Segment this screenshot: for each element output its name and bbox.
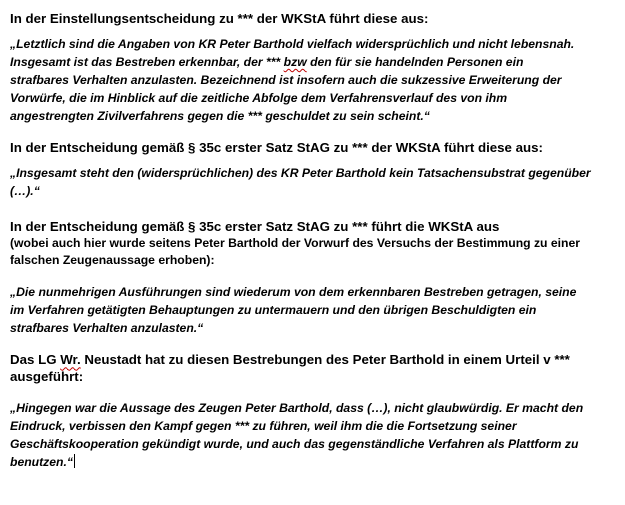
section-4-heading: Das LG Wr. Neustadt hat zu diesen Bestrebungen des Peter Barthold in einem Urteil v *** ausgeführt: bbox=[10, 352, 570, 385]
section-3-quote bbox=[10, 283, 611, 337]
quote-line: „Hingegen war die Aussage des Zeugen Peter Barthold, dass (…), nicht glaubwürdig. Er macht den bbox=[10, 401, 584, 416]
spellcheck-flag[interactable]: Wr. bbox=[60, 352, 81, 368]
quote-line: Geschäftskooperation gekündigt wurde, und auch das gegenständliche Verfahren als Plattform zu bbox=[10, 437, 579, 452]
section-2-quote bbox=[10, 164, 611, 200]
section-3-subheading: (wobei auch hier wurde seitens Peter Barthold der Vorwurf des Versuchs der Bestimmung zu einer falschen Zeugenaussage erhoben): bbox=[10, 236, 581, 268]
quote-line: strafbares Verhalten anzulasten.“ bbox=[10, 321, 204, 336]
section-4-quote bbox=[10, 399, 611, 471]
section-1-quote bbox=[10, 35, 611, 125]
quote-line: „Die nunmehrigen Ausführungen sind wiederum von dem erkennbaren Bestreben getragen, seine bbox=[10, 285, 577, 300]
quote-line: Insgesamt ist das Bestreben erkennbar, der *** bzw den für sie handelnden Personen ein bbox=[10, 55, 524, 69]
quote-line: Eindruck, verbissen den Kampf gegen *** zu führen, weil ihm die die Fortsetzung seiner bbox=[10, 419, 517, 434]
quote-line: „Insgesamt steht den (widersprüchlichen) des KR Peter Barthold kein Tatsachensubstrat gegenüber bbox=[10, 166, 591, 180]
text-cursor bbox=[74, 454, 75, 468]
quote-line: strafbares Verhalten anzulasten. Bezeichnend ist insofern auch die sukzessive Erweiterung der bbox=[10, 73, 562, 87]
spellcheck-flag[interactable]: bzw bbox=[283, 55, 307, 69]
section-2-heading: In der Entscheidung gemäß § 35c erster Satz StAG zu *** der WKStA führt diese aus: bbox=[10, 140, 543, 155]
quote-line: benutzen.“ bbox=[10, 455, 73, 470]
section-1-heading: In der Einstellungsentscheidung zu *** der WKStA führt diese aus: bbox=[10, 11, 429, 26]
quote-line: angestrengten Zivilverfahrens gegen die *** geschuldet zu sein scheint.“ bbox=[10, 109, 430, 123]
quote-line: „Letztlich sind die Angaben von KR Peter Barthold vielfach widersprüchlich und nicht lebensnah. bbox=[10, 37, 575, 51]
quote-line: im Verfahren getätigten Behauptungen zu untermauern und den übrigen Beschuldigten ein bbox=[10, 303, 537, 318]
quote-line: (…).“ bbox=[10, 184, 40, 198]
quote-line: Vorwürfe, die im Hinblick auf die zeitliche Abfolge dem Verfahrensverlauf des von ihm bbox=[10, 91, 508, 105]
section-3-heading: In der Entscheidung gemäß § 35c erster Satz StAG zu *** führt die WKStA aus bbox=[10, 219, 500, 234]
